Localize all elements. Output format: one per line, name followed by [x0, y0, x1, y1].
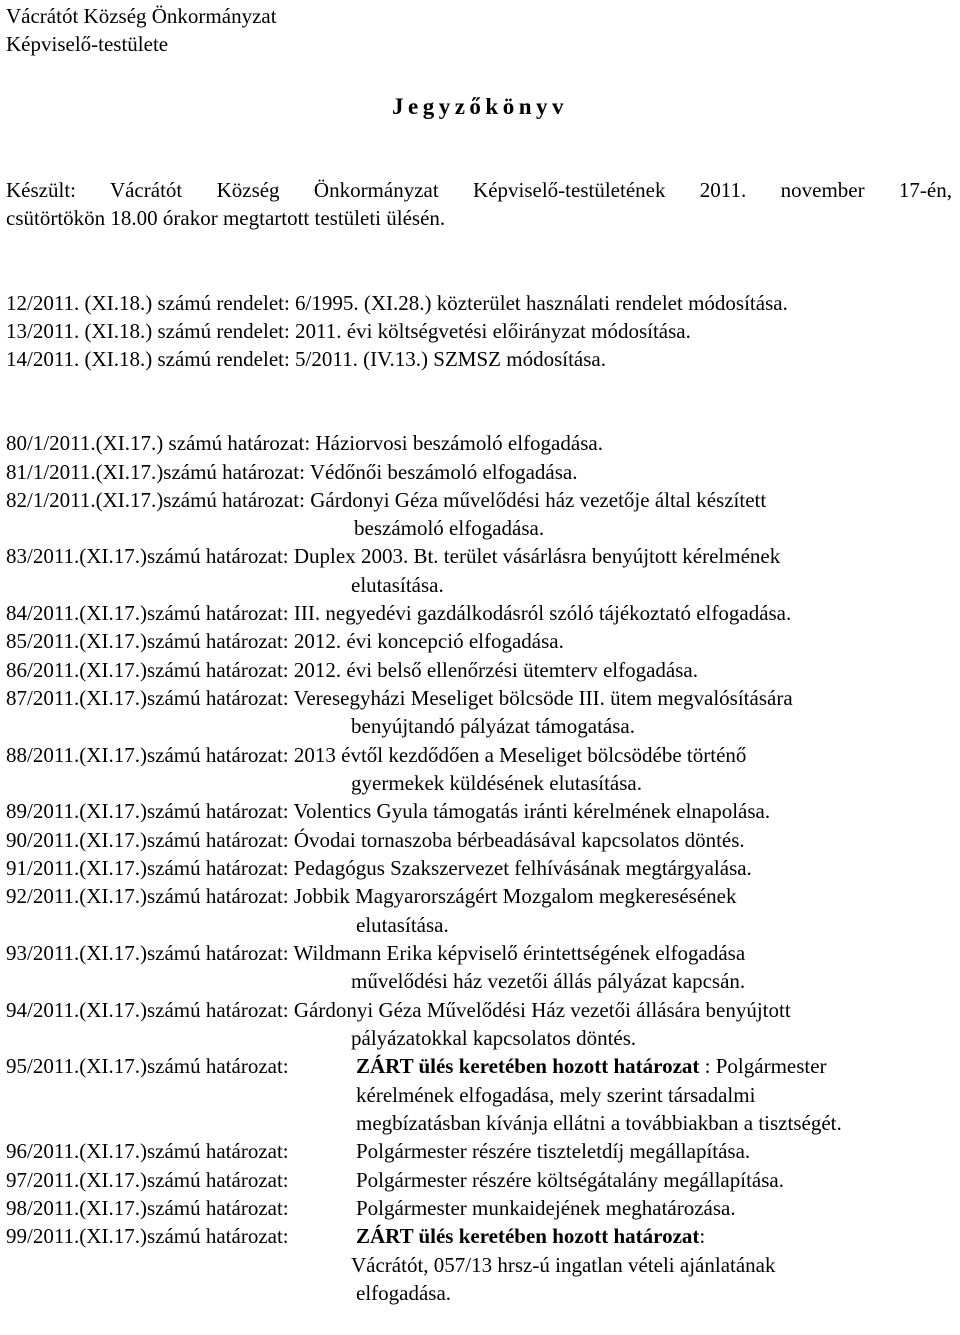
hatarozat-number: 95/2011.(XI.17.)számú határozat: — [6, 1054, 289, 1078]
hatarozat-item: 82/1/2011.(XI.17.)számú határozat: Gárdonyi Géza művelődési ház vezetője által készített — [6, 488, 767, 512]
hatarozat-continuation: elutasítása. — [356, 913, 449, 937]
intro-line-1: Készült: Vácrátót Község Önkormányzat Képviselő-testületének 2011. november 17-én, — [6, 178, 952, 202]
hatarozat-item: 89/2011.(XI.17.)számú határozat: Volentics Gyula támogatás iránti kérelmének elnapolása. — [6, 799, 771, 823]
closed-session-label: ZÁRT ülés keretében hozott határozat — [356, 1054, 700, 1078]
hatarozat-text: Polgármester munkaidejének meghatározása. — [356, 1196, 736, 1220]
hatarozat-item: 93/2011.(XI.17.)számú határozat: Wildmann Erika képviselő érintettségének elfogadása — [6, 941, 746, 965]
closed-session-label: ZÁRT ülés keretében hozott határozat — [356, 1224, 700, 1248]
hatarozat-item: 80/1/2011.(XI.17.) számú határozat: Háziorvosi beszámoló elfogadása. — [6, 431, 603, 455]
hatarozat-item: 91/2011.(XI.17.)számú határozat: Pedagógus Szakszervezet felhívásának megtárgyalása. — [6, 856, 752, 880]
hatarozat-98 — [6, 1196, 289, 1220]
hatarozat-continuation: elfogadása. — [356, 1281, 452, 1305]
hatarozat-number: 97/2011.(XI.17.)számú határozat: — [6, 1168, 289, 1192]
hatarozat-item: 85/2011.(XI.17.)számú határozat: 2012. évi koncepció elfogadása. — [6, 629, 564, 653]
hatarozat-item: 88/2011.(XI.17.)számú határozat: 2013 évtől kezdődően a Meseliget bölcsödébe történő — [6, 743, 747, 767]
rendelet-item: 14/2011. (XI.18.) számú rendelet: 5/2011. (IV.13.) SZMSZ módosítása. — [6, 347, 606, 371]
hatarozat-continuation: Vácrátót, 057/13 hrsz-ú ingatlan vételi ajánlatának — [351, 1253, 776, 1277]
municipality-name: Vácrátót Község Önkormányzat — [6, 4, 277, 28]
rendelet-item: 13/2011. (XI.18.) számú rendelet: 2011. évi költségvetési előirányzat módosítása. — [6, 319, 691, 343]
hatarozat-item: 92/2011.(XI.17.)számú határozat: Jobbik Magyarországért Mozgalom megkeresésének — [6, 884, 737, 908]
hatarozat-item: 83/2011.(XI.17.)számú határozat: Duplex 2003. Bt. terület vásárlásra benyújtott kérelmének — [6, 544, 781, 568]
page-title: Jegyzőkönyv — [392, 94, 568, 119]
hatarozat-number: 98/2011.(XI.17.)számú határozat: — [6, 1196, 289, 1220]
hatarozat-text: Polgármester részére tiszteletdíj megállapítása. — [356, 1139, 751, 1163]
rendelet-item: 12/2011. (XI.18.) számú rendelet: 6/1995. (XI.28.) közterület használati rendelet módosítása. — [6, 291, 788, 315]
hatarozat-continuation: gyermekek küldésének elutasítása. — [351, 771, 642, 795]
hatarozat-item: 94/2011.(XI.17.)számú határozat: Gárdonyi Géza Művelődési Ház vezetői állására benyújtott — [6, 998, 791, 1022]
hatarozat-95 — [6, 1054, 289, 1078]
hatarozat-number: 99/2011.(XI.17.)számú határozat: — [6, 1224, 289, 1248]
hatarozat-99-text — [356, 1224, 705, 1248]
hatarozat-item: 84/2011.(XI.17.)számú határozat: III. negyedévi gazdálkodásról szóló tájékoztató elfogadása. — [6, 601, 792, 625]
hatarozat-item: 90/2011.(XI.17.)számú határozat: Óvodai tornaszoba bérbeadásával kapcsolatos döntés. — [6, 828, 745, 852]
hatarozat-96 — [6, 1139, 289, 1163]
hatarozat-continuation: beszámoló elfogadása. — [354, 516, 545, 540]
body-name: Képviselő-testülete — [6, 32, 169, 56]
hatarozat-continuation: kérelmének elfogadása, mely szerint társadalmi — [356, 1083, 756, 1107]
hatarozat-text: : Polgármester — [699, 1054, 827, 1078]
hatarozat-text: : — [699, 1224, 706, 1248]
hatarozat-number: 96/2011.(XI.17.)számú határozat: — [6, 1139, 289, 1163]
hatarozat-continuation: pályázatokkal kapcsolatos döntés. — [351, 1026, 637, 1050]
hatarozat-item: 87/2011.(XI.17.)számú határozat: Veresegyházi Meseliget bölcsöde III. ütem megvalósítására — [6, 686, 793, 710]
hatarozat-item: 81/1/2011.(XI.17.)számú határozat: Védőnői beszámoló elfogadása. — [6, 460, 578, 484]
hatarozat-continuation: benyújtandó pályázat támogatása. — [351, 714, 635, 738]
hatarozat-item: 86/2011.(XI.17.)számú határozat: 2012. évi belső ellenőrzési ütemterv elfogadása. — [6, 658, 698, 682]
hatarozat-text: Polgármester részére költségátalány megállapítása. — [356, 1168, 784, 1192]
hatarozat-99 — [6, 1224, 289, 1248]
hatarozat-continuation: művelődési ház vezetői állás pályázat kapcsán. — [351, 969, 746, 993]
intro-line-2: csütörtökön 18.00 órakor megtartott testületi ülésén. — [6, 206, 446, 230]
hatarozat-continuation: elutasítása. — [351, 573, 444, 597]
hatarozat-continuation: megbízatásban kívánja ellátni a továbbiakban a tisztségét. — [356, 1111, 842, 1135]
hatarozat-97 — [6, 1168, 289, 1192]
hatarozat-95-text — [356, 1054, 827, 1078]
